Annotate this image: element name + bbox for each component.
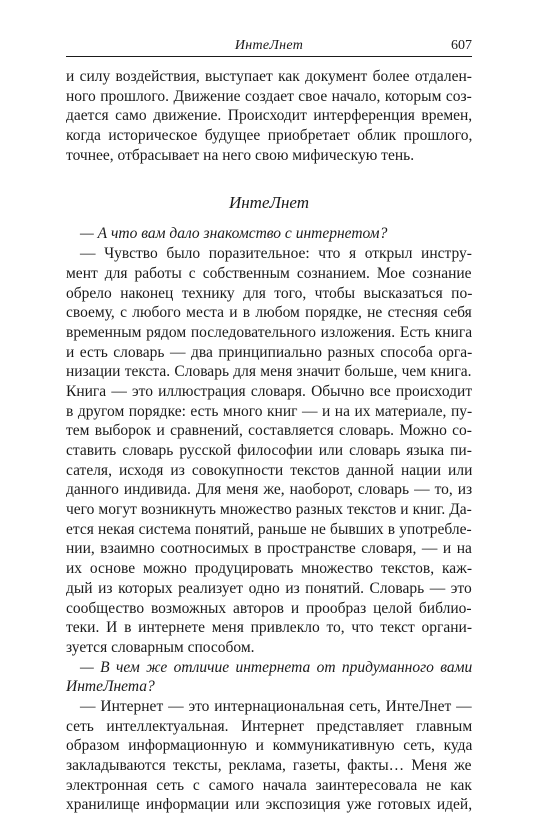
running-title: ИнтеЛнет (234, 38, 304, 53)
text-line: сателя, исходя из совокупности текстов данной нации или (66, 461, 473, 479)
question-line: ИнтеЛнета? (66, 678, 155, 696)
answer-2 (66, 697, 472, 815)
body-text (66, 67, 472, 815)
question-1 (66, 224, 472, 244)
text-line: образом информационную и коммуникативную сеть, куда (66, 737, 473, 755)
text-line: Книга — это иллюстрация словаря. Обычно все происходит (66, 382, 473, 400)
running-header (66, 36, 472, 57)
page-number: 607 (451, 38, 472, 53)
text-line: ставить словарь русской философии или словарь языка пи- (66, 442, 472, 459)
text-line: хранилище информации или экспозиция уже готовых идей, (66, 796, 473, 814)
text-line: в другом порядке: есть много книг — и на их материале, пу- (66, 402, 473, 420)
text-line: мент для работы с собственным сознанием. Мое сознание (66, 264, 472, 282)
text-line: дается само движение. Происходит интерференция времен, (66, 107, 473, 125)
text-line: ется некая система понятий, раньше не бывших в употребле- (66, 520, 472, 538)
text-line: данного индивида. Для меня же, наоборот, словарь — то, из (66, 481, 473, 499)
text-line: — Чувство было поразительное: что я открыл инстру- (80, 245, 472, 263)
text-line: своему, с любого места и в любом порядке, не стесняя себя (66, 304, 472, 322)
question-2 (66, 658, 472, 697)
text-line: теки. И в интернете меня привлекло то, что текст органи- (66, 619, 473, 637)
section-gap (66, 165, 472, 191)
intro-paragraph (66, 67, 472, 165)
text-line: низации текста. Словарь для меня значит больше, чем книга. (66, 363, 472, 381)
text-line: сеть интеллектуальная. Интернет представляет главным (66, 717, 473, 735)
text-line: и силу воздействия, выступает как документ более отдален- (66, 68, 472, 85)
question-line: — А что вам дало знакомство с интернетом? (80, 225, 388, 243)
text-line: закладываются тексты, реклама, газеты, факты… Меня же (66, 757, 472, 774)
text-line: чего могут возникнуть множество разных текстов и книг. Да- (66, 501, 472, 519)
section-heading: ИнтеЛнет (228, 193, 310, 213)
text-line: их основе можно продуцировать множество текстов, каж- (66, 560, 472, 578)
text-line: тем выборок и сравнений, составляется словарь. Можно со- (66, 422, 472, 440)
book-page (66, 36, 472, 815)
answer-1 (66, 244, 472, 657)
text-line: нии, взаимно соотносимых в пространстве словаря, — и на (66, 540, 472, 558)
text-line: зуется словарным способом. (66, 638, 255, 656)
text-line: точнее, отбрасывает на него свою мифическую тень. (66, 146, 415, 164)
text-line: временным рядом последовательного изложения. Есть книга (66, 323, 473, 341)
text-line: дый из которых реализует одно из понятий. Словарь — это (66, 579, 472, 597)
text-line: когда историческое будущее приобретает облик прошлого, (66, 127, 473, 145)
text-line: сообщество возможных авторов и прообраз целой библио- (66, 599, 472, 617)
text-line: обрело наконец технику для того, чтобы высказаться по- (66, 284, 473, 302)
text-line: и есть словарь — два принципиально разных способа орга- (66, 343, 473, 361)
text-line: электронная сеть с самого начала заинтересовала не как (66, 776, 472, 794)
text-line: ного прошлого. Движение создает свое начало, которым соз- (66, 87, 472, 105)
question-line: — В чем же отличие интернета от придуманного вами (80, 658, 473, 676)
text-line: — Интернет — это интернациональная сеть, ИнтеЛнет — (80, 697, 472, 715)
